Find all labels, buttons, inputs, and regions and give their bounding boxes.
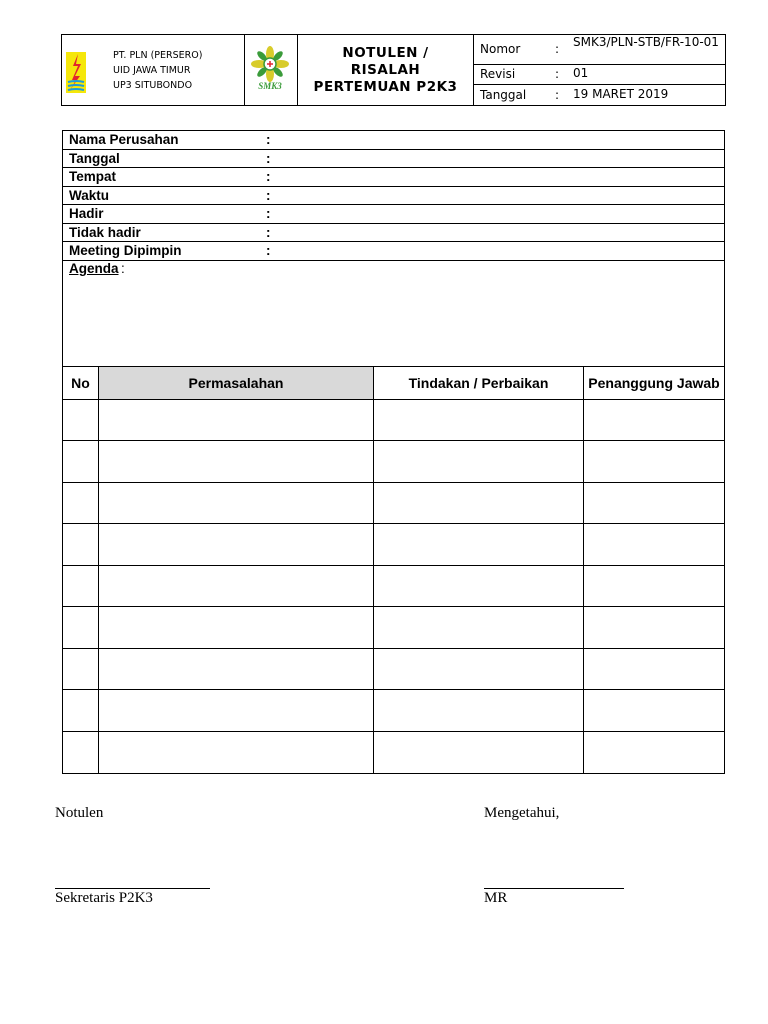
cell-tindakan[interactable] — [374, 566, 584, 606]
signature-right-heading: Mengetahui, — [484, 805, 560, 821]
field-colon: : — [266, 169, 271, 184]
field-hadir[interactable] — [63, 205, 724, 224]
signature-left-heading: Notulen — [55, 805, 104, 821]
table-row — [63, 607, 724, 648]
cell-no[interactable] — [63, 690, 99, 730]
field-colon: : — [266, 206, 271, 221]
title-line-1: NOTULEN / — [342, 44, 429, 61]
title-line-3: PERTEMUAN P2K3 — [313, 78, 458, 95]
field-label: Tanggal — [69, 150, 120, 166]
field-colon: : — [266, 150, 271, 166]
field-tempat[interactable] — [63, 168, 724, 187]
meta-label: Revisi — [480, 67, 516, 81]
field-colon: : — [266, 187, 271, 203]
cell-no[interactable] — [63, 607, 99, 647]
signature-left-role: Sekretaris P2K3 — [55, 890, 153, 906]
field-label: Tidak hadir — [69, 224, 141, 240]
pln-logo-icon — [62, 35, 103, 105]
meta-colon: : — [555, 67, 560, 81]
field-colon: : — [266, 224, 271, 240]
field-tanggal[interactable] — [63, 150, 724, 169]
issues-table-header — [63, 367, 724, 400]
table-row — [63, 400, 724, 441]
title-line-2: RISALAH — [350, 61, 421, 78]
table-row — [63, 649, 724, 690]
table-row — [63, 483, 724, 524]
smk3-logo-text: SMK3 — [258, 81, 282, 91]
cell-permasalahan[interactable] — [99, 441, 374, 481]
cell-no[interactable] — [63, 483, 99, 523]
cell-penanggung-jawab[interactable] — [584, 690, 724, 730]
cell-penanggung-jawab[interactable] — [584, 732, 724, 773]
column-header-penanggung-jawab: Penanggung Jawab — [588, 375, 720, 391]
meta-value: 19 MARET 2019 — [573, 87, 669, 101]
document-title — [298, 35, 474, 105]
document-meta — [474, 35, 725, 105]
cell-tindakan[interactable] — [374, 483, 584, 523]
cell-permasalahan[interactable] — [99, 732, 374, 773]
cell-permasalahan[interactable] — [99, 483, 374, 523]
cell-tindakan[interactable] — [374, 607, 584, 647]
cell-tindakan[interactable] — [374, 400, 584, 440]
agenda-colon: : — [121, 261, 125, 276]
meta-revisi — [474, 65, 725, 85]
table-row — [63, 690, 724, 731]
agenda-label: Agenda — [69, 261, 119, 276]
cell-tindakan[interactable] — [374, 732, 584, 773]
meta-tanggal — [474, 85, 725, 105]
field-label: Hadir — [69, 206, 104, 221]
column-header-permasalahan: Permasalahan — [99, 367, 374, 399]
cell-permasalahan[interactable] — [99, 649, 374, 689]
cell-no[interactable] — [63, 732, 99, 773]
cell-penanggung-jawab[interactable] — [584, 483, 724, 523]
field-label: Meeting Dipimpin — [69, 243, 182, 258]
table-row — [63, 441, 724, 482]
column-header-tindakan: Tindakan / Perbaikan — [374, 367, 584, 399]
meta-label: Nomor — [480, 42, 521, 56]
company-subunit: UP3 SITUBONDO — [113, 80, 193, 91]
table-row — [63, 732, 724, 773]
field-label: Nama Perusahan — [69, 132, 179, 147]
meta-label: Tanggal — [480, 88, 527, 102]
table-row — [63, 566, 724, 607]
document-header — [61, 34, 726, 106]
company-name: PT. PLN (PERSERO) — [113, 50, 203, 61]
table-row — [63, 524, 724, 565]
field-colon: : — [266, 132, 271, 147]
meta-colon: : — [555, 88, 560, 102]
column-header-no: No — [63, 367, 99, 399]
cell-permasalahan[interactable] — [99, 690, 374, 730]
cell-tindakan[interactable] — [374, 690, 584, 730]
meeting-form — [62, 130, 725, 774]
cell-no[interactable] — [63, 400, 99, 440]
cell-tindakan[interactable] — [374, 649, 584, 689]
cell-tindakan[interactable] — [374, 441, 584, 481]
field-tidak-hadir[interactable] — [63, 224, 724, 243]
field-nama-perusahaan[interactable] — [63, 131, 724, 150]
signature-right-role: MR — [484, 890, 508, 906]
meta-value: 01 — [573, 66, 589, 80]
cell-permasalahan[interactable] — [99, 524, 374, 564]
cell-permasalahan[interactable] — [99, 400, 374, 440]
cell-no[interactable] — [63, 649, 99, 689]
meta-nomor — [474, 35, 725, 65]
cell-no[interactable] — [63, 441, 99, 481]
signature-left-line[interactable] — [55, 888, 210, 889]
cell-penanggung-jawab[interactable] — [584, 524, 724, 564]
signature-right-line[interactable] — [484, 888, 624, 889]
cell-penanggung-jawab[interactable] — [584, 607, 724, 647]
agenda-box[interactable] — [63, 260, 724, 367]
cell-penanggung-jawab[interactable] — [584, 441, 724, 481]
cell-penanggung-jawab[interactable] — [584, 649, 724, 689]
cell-no[interactable] — [63, 566, 99, 606]
cell-tindakan[interactable] — [374, 524, 584, 564]
meta-colon: : — [555, 42, 560, 56]
field-meeting-dipimpin[interactable] — [63, 242, 724, 261]
cell-no[interactable] — [63, 524, 99, 564]
cell-penanggung-jawab[interactable] — [584, 400, 724, 440]
smk3-logo-icon — [245, 35, 298, 105]
meta-value: SMK3/PLN-STB/FR-10-01 — [573, 35, 719, 49]
field-label: Waktu — [69, 187, 109, 203]
cell-permasalahan[interactable] — [99, 566, 374, 606]
company-block — [103, 35, 245, 105]
cell-permasalahan[interactable] — [99, 607, 374, 647]
cell-penanggung-jawab[interactable] — [584, 566, 724, 606]
field-colon: : — [266, 243, 271, 258]
field-waktu[interactable] — [63, 187, 724, 206]
company-unit: UID JAWA TIMUR — [113, 65, 191, 76]
field-label: Tempat — [69, 169, 117, 184]
